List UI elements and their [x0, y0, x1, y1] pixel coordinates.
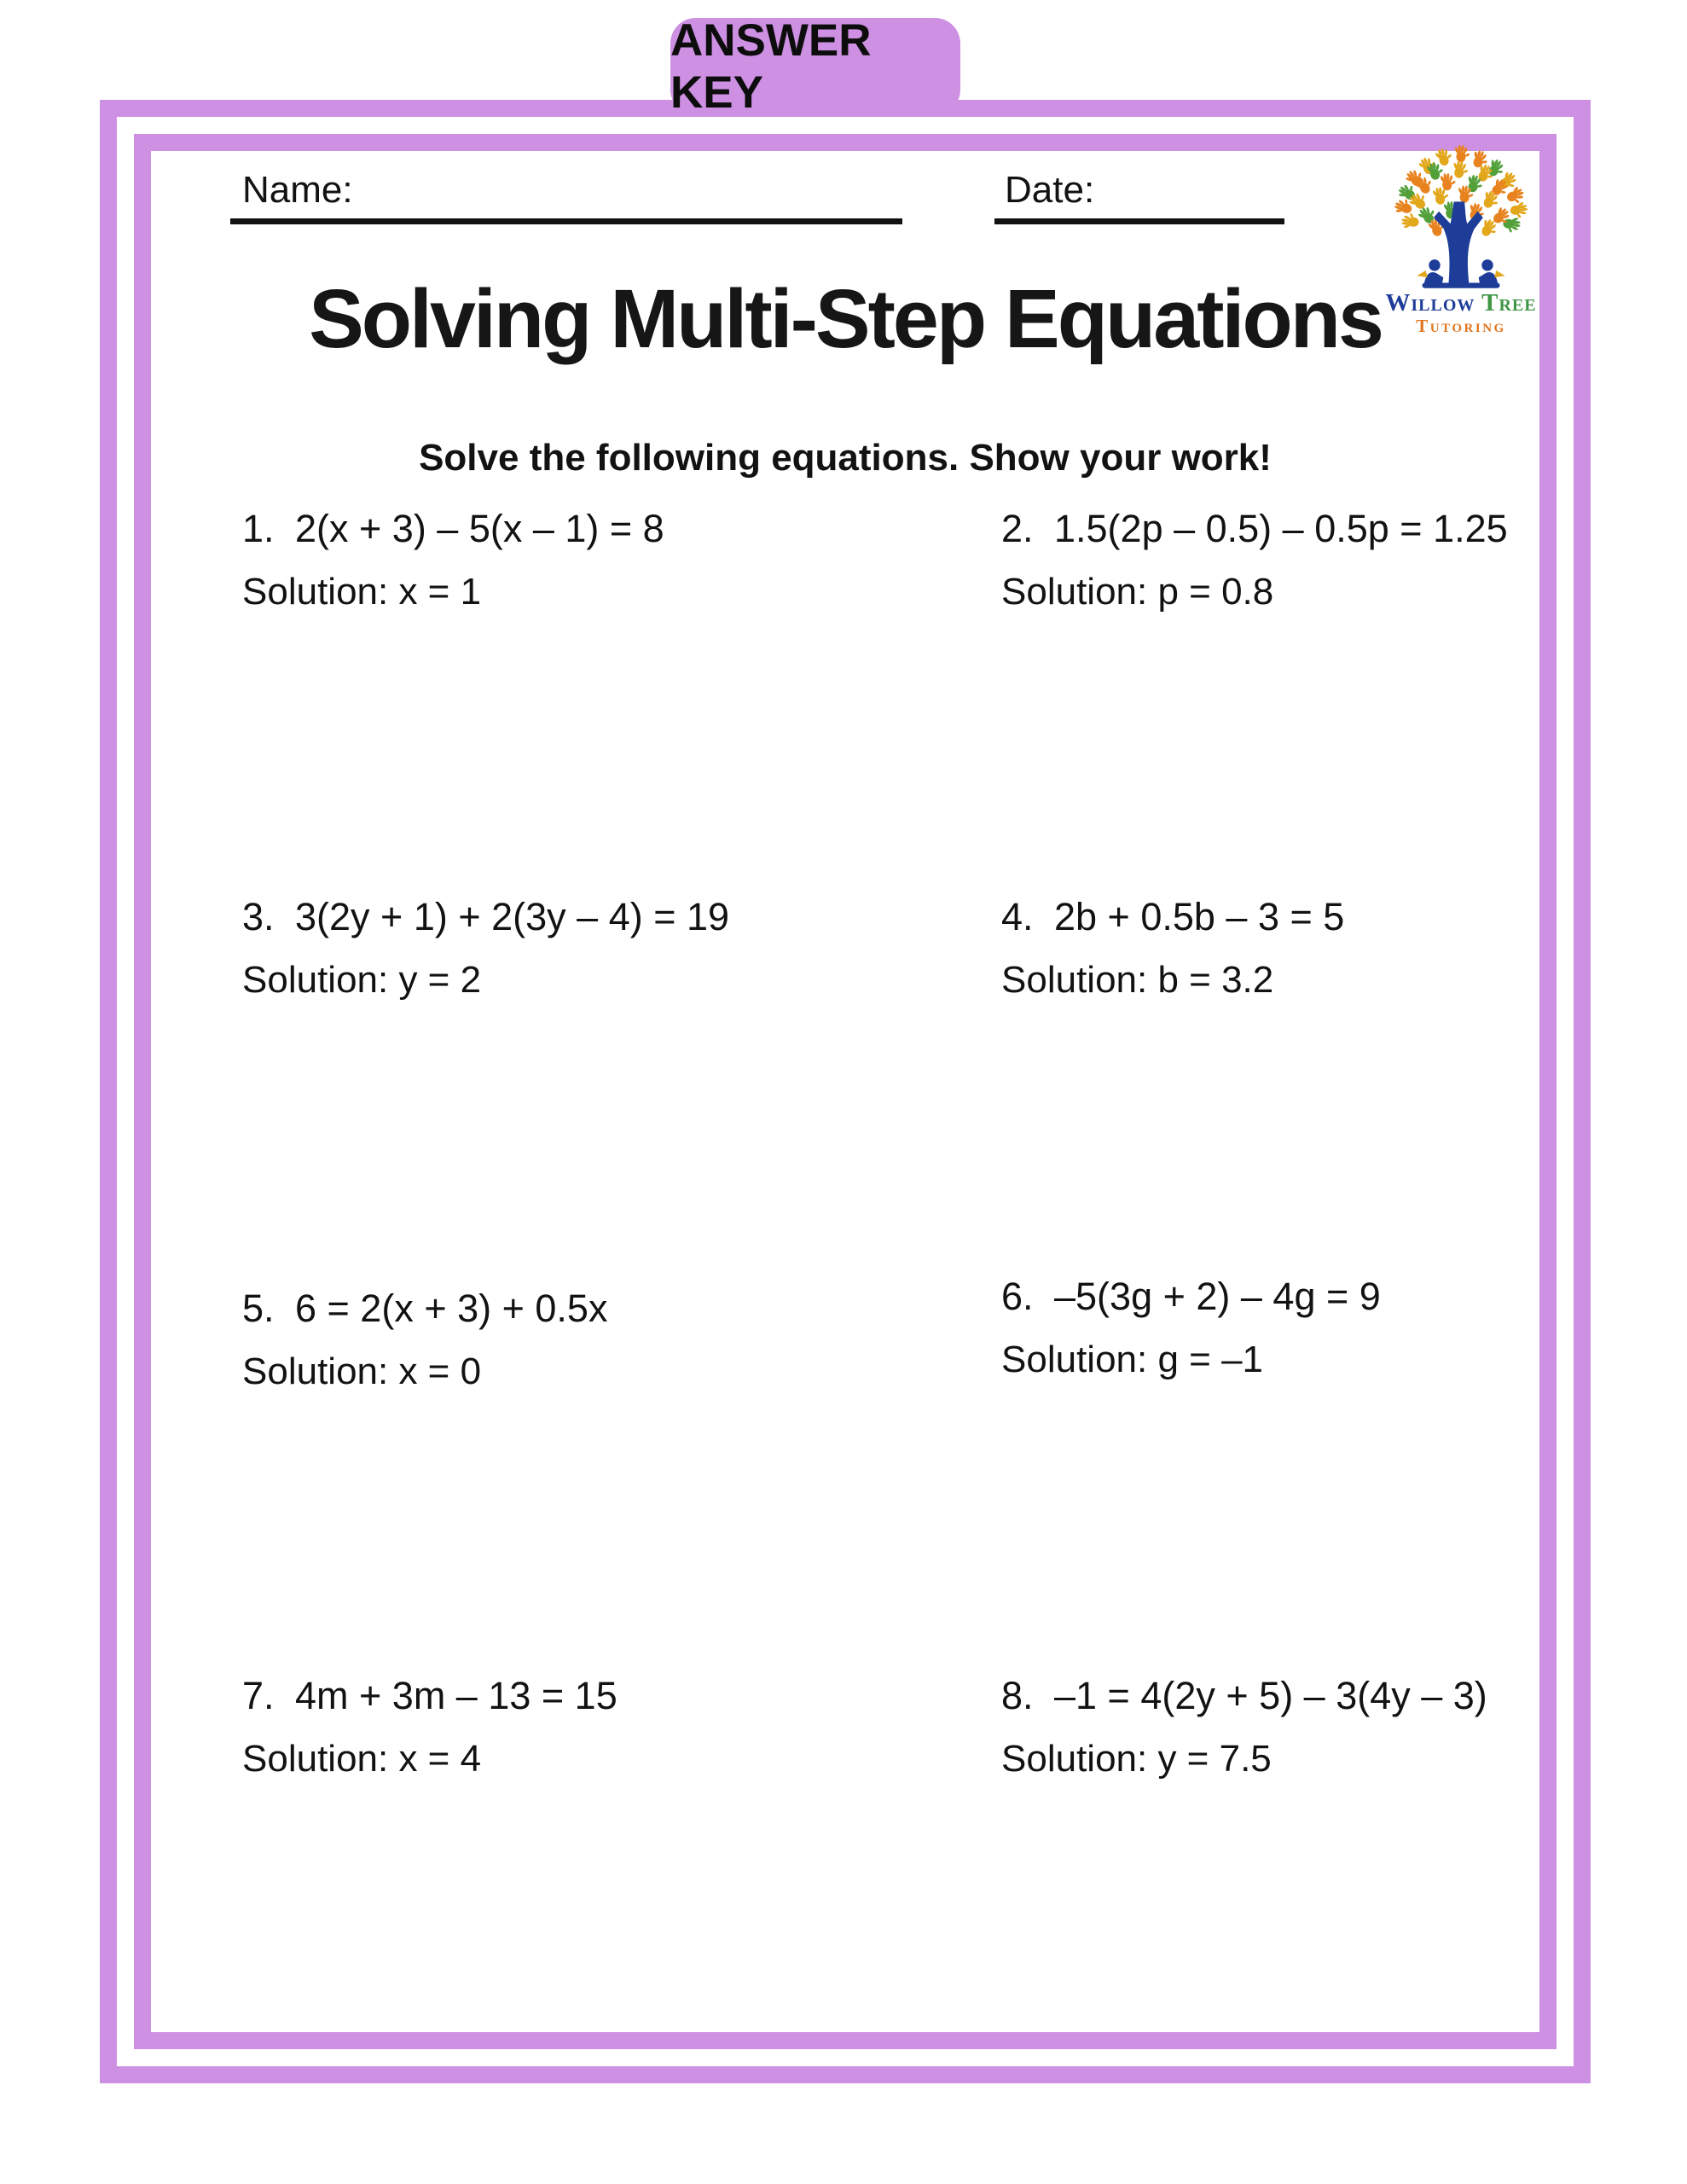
answer-key-badge [670, 15, 960, 118]
handprint-tree-icon [1382, 143, 1540, 290]
instructions: Solve the following equations. Show your work! [419, 437, 1272, 479]
problem-solution: Solution: x = 4 [242, 1738, 482, 1780]
problem-5 [242, 1285, 907, 1395]
problem-equation: 6 = 2(x + 3) + 0.5x [295, 1287, 608, 1330]
problem-equation: 2(x + 3) – 5(x – 1) = 8 [295, 507, 664, 550]
problem-number: 3. [242, 895, 275, 938]
date-blank-line [994, 218, 1284, 224]
problem-equation: –1 = 4(2y + 5) – 3(4y – 3) [1054, 1674, 1487, 1717]
problem-number: 8. [1001, 1674, 1034, 1717]
problem-8 [1001, 1672, 1667, 1782]
problem-2 [1001, 505, 1667, 615]
problem-equation: 4m + 3m – 13 = 15 [295, 1674, 617, 1717]
problem-number: 6. [1001, 1275, 1034, 1318]
problem-solution: Solution: x = 0 [242, 1350, 482, 1393]
logo-willow-text: Willow [1385, 289, 1475, 317]
problem-3 [242, 893, 907, 1003]
problem-number: 5. [242, 1287, 275, 1330]
problem-equation: –5(3g + 2) – 4g = 9 [1054, 1275, 1381, 1318]
problem-7 [242, 1672, 907, 1782]
logo-tree-text: Tree [1481, 289, 1537, 317]
problem-number: 4. [1001, 895, 1034, 938]
problem-6 [1001, 1273, 1667, 1383]
problem-number: 1. [242, 507, 275, 550]
problem-solution: Solution: b = 3.2 [1001, 959, 1274, 1002]
problem-solution: Solution: y = 2 [242, 959, 482, 1002]
problem-1 [242, 505, 907, 615]
problem-solution: Solution: g = –1 [1001, 1339, 1264, 1381]
problem-equation: 3(2y + 1) + 2(3y – 4) = 19 [295, 895, 730, 938]
name-label: Name: [242, 169, 353, 211]
problem-solution: Solution: p = 0.8 [1001, 571, 1274, 613]
date-label: Date: [1005, 169, 1095, 211]
problem-equation: 2b + 0.5b – 3 = 5 [1054, 895, 1345, 938]
name-blank-line [230, 218, 902, 224]
problem-solution: Solution: y = 7.5 [1001, 1738, 1272, 1780]
problem-solution: Solution: x = 1 [242, 571, 482, 613]
logo-tutoring-text: Tutoring [1416, 316, 1506, 337]
problem-equation: 1.5(2p – 0.5) – 0.5p = 1.25 [1054, 507, 1508, 550]
problem-number: 7. [242, 1674, 275, 1717]
answer-key-label: ANSWER KEY [670, 15, 872, 118]
problem-number: 2. [1001, 507, 1034, 550]
problem-4 [1001, 893, 1667, 1003]
page-title: Solving Multi-Step Equations [309, 272, 1382, 365]
